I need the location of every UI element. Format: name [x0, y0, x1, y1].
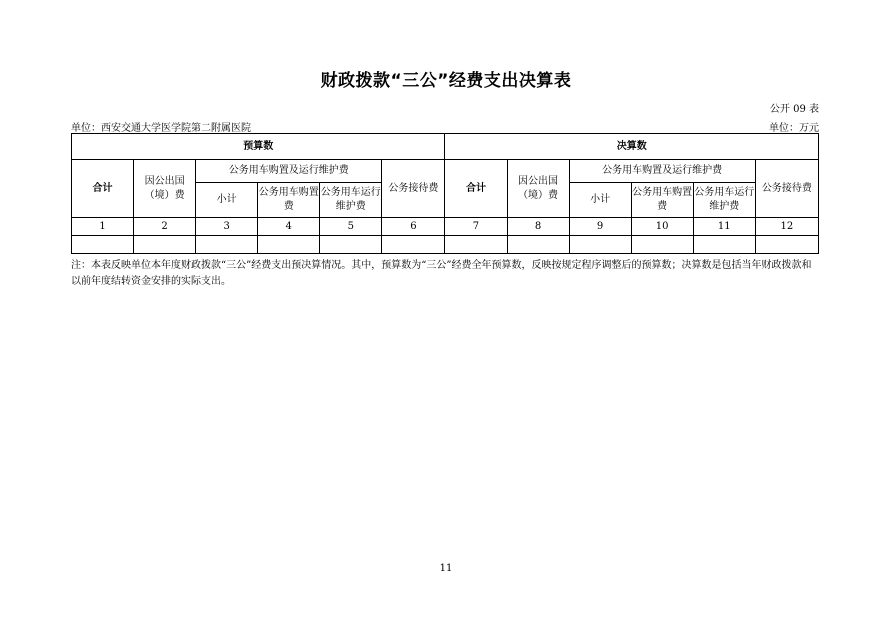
value-cell	[72, 236, 134, 254]
final-total-header: 合计	[445, 160, 507, 218]
final-reception-header: 公务接待费	[755, 160, 818, 218]
budget-vehicle-group-header: 公务用车购置及运行维护费	[196, 160, 382, 183]
value-cell	[631, 236, 693, 254]
column-number: 1	[72, 218, 134, 236]
column-number: 10	[631, 218, 693, 236]
budget-total-header: 合计	[72, 160, 134, 218]
value-cell	[134, 236, 196, 254]
value-cell	[569, 236, 631, 254]
unit-of-measure: 单位：万元	[769, 123, 819, 134]
page-number: 11	[439, 563, 453, 574]
column-number: 2	[134, 218, 196, 236]
budget-vehicle-operation-header: 公务用车运行维护费	[320, 183, 382, 218]
column-number: 11	[693, 218, 755, 236]
budget-reception-header: 公务接待费	[382, 160, 445, 218]
value-cell	[507, 236, 569, 254]
page-title: 财政拨款“三公”经费支出决算表	[320, 71, 572, 91]
unit-name: 单位：西安交通大学医学院第二附属医院	[71, 123, 251, 134]
table-code: 公开 09 表	[769, 104, 819, 115]
final-header: 决算数	[445, 134, 819, 160]
budget-vehicle-purchase-header: 公务用车购置费	[258, 183, 320, 218]
value-cell	[196, 236, 258, 254]
final-vehicle-purchase-header: 公务用车购置费	[631, 183, 693, 218]
final-subtotal-header: 小计	[569, 183, 631, 218]
column-number: 5	[320, 218, 382, 236]
final-vehicle-operation-header: 公务用车运行维护费	[693, 183, 755, 218]
value-cell	[382, 236, 445, 254]
column-number: 6	[382, 218, 445, 236]
final-vehicle-group-header: 公务用车购置及运行维护费	[569, 160, 755, 183]
value-cell	[258, 236, 320, 254]
budget-header: 预算数	[72, 134, 445, 160]
budget-subtotal-header: 小计	[196, 183, 258, 218]
final-abroad-header: 因公出国（境）费	[507, 160, 569, 218]
budget-abroad-header: 因公出国（境）费	[134, 160, 196, 218]
column-number: 8	[507, 218, 569, 236]
value-cell	[693, 236, 755, 254]
column-number: 4	[258, 218, 320, 236]
value-cell	[320, 236, 382, 254]
value-cell	[755, 236, 818, 254]
column-number: 3	[196, 218, 258, 236]
column-number: 9	[569, 218, 631, 236]
column-number: 7	[445, 218, 507, 236]
three-public-expenses-table	[71, 133, 819, 254]
column-number: 12	[755, 218, 818, 236]
value-cell	[445, 236, 507, 254]
table-note: 注：本表反映单位本年度财政拨款“三公”经费支出预决算情况。其中，预算数为“三公”经费全年预算数，反映按规定程序调整后的预算数；决算数是包括当年财政拨款和以前年度结转资金安排的实际支出。	[71, 260, 812, 287]
